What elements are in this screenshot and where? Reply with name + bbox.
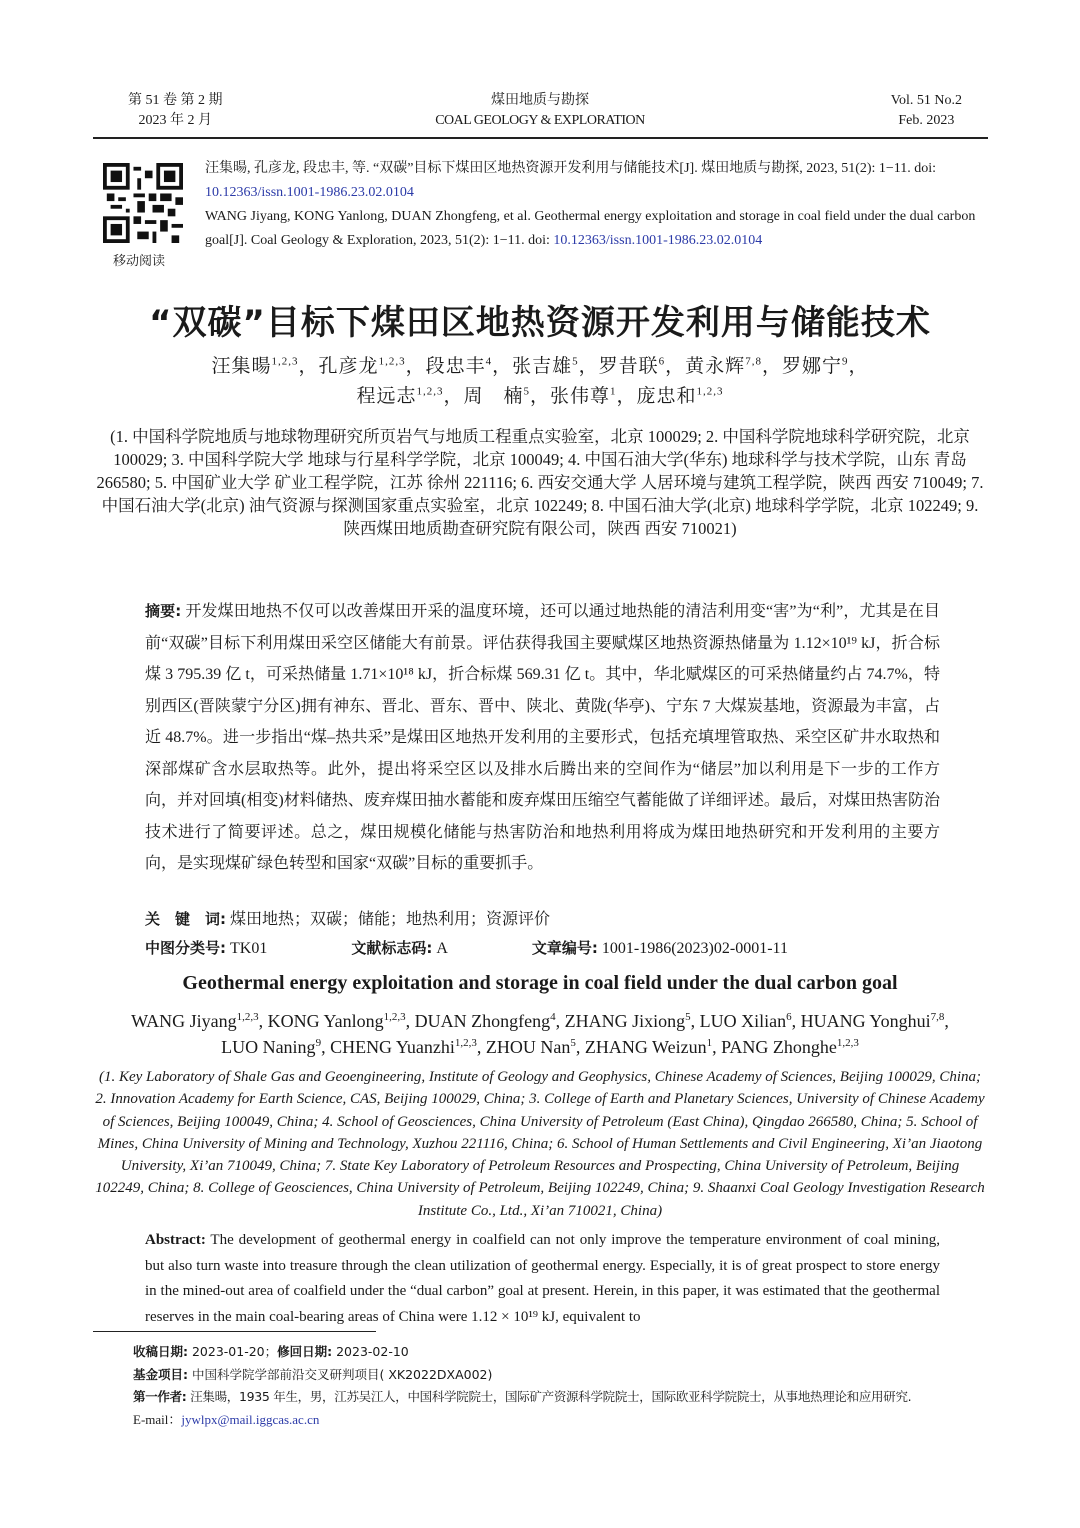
author-affiliation-sup: 5 bbox=[523, 385, 530, 398]
author-affiliation-sup: 4 bbox=[485, 355, 493, 368]
author-affiliation-sup: 5 bbox=[570, 1037, 576, 1049]
first-author-text: 汪集暘，1935 年生，男，江苏吴江人，中国科学院院士，国际矿产资源科学院院士，国际欧亚科学院院士，从事地热理论和应用研究. bbox=[186, 1389, 912, 1404]
issue-date-en: Feb. 2023 bbox=[898, 113, 955, 128]
author-affiliation-sup: 6 bbox=[658, 355, 666, 368]
citation-en: WANG Jiyang, KONG Yanlong, DUAN Zhongfeng, et al. Geothermal energy exploitation and storage in coal field under the dual carbon goal[J]. Coal Geology & Exploration, 2023, 51(2): 1−11. doi: bbox=[205, 209, 976, 248]
first-author-label: 第一作者: bbox=[133, 1389, 187, 1404]
author-affiliation-sup: 1,2,3 bbox=[383, 1011, 406, 1023]
doc-code-value: A bbox=[432, 940, 448, 957]
volume-issue-en: Vol. 51 No.2 bbox=[890, 93, 962, 108]
clc-label: 中图分类号: bbox=[145, 939, 226, 957]
fund-label: 基金项目: bbox=[133, 1366, 188, 1382]
author-affiliation-sup: 1 bbox=[706, 1037, 713, 1049]
footnote-rule bbox=[93, 1331, 376, 1332]
author-name: 罗昔联 bbox=[598, 356, 659, 377]
author-affiliation-sup: 7,8 bbox=[745, 355, 762, 368]
author-name: 张吉雄 bbox=[512, 356, 573, 377]
author-name: ZHANG Jixiong bbox=[564, 1011, 686, 1031]
author-name: LUO Naning bbox=[221, 1037, 316, 1057]
author-name: DUAN Zhongfeng bbox=[414, 1011, 551, 1031]
header-center bbox=[340, 91, 740, 131]
keywords-cn bbox=[145, 906, 550, 929]
authors-en: WANG Jiyang$^{1,2,3}$, KONG Yanlong$^{1,2,3}$, DUAN Zhongfeng$^4$, ZHANG Jixiong$^5$, LUO Xilian$^6$, HUANG Yonghui$^{7,8}$, LUO Naning$^9$, CHENG Yuanzhi$^{1,2,3}$, ZHOU Nan$^5$, ZHANG Weizun$^1$, PANG Zhonghe$^{1,2,3}$ bbox=[131, 1011, 949, 1057]
author-name: 黄永辉 bbox=[685, 356, 746, 377]
journal-name-cn: 煤田地质与勘探 bbox=[491, 93, 589, 108]
doc-code-label: 文献标志码: bbox=[351, 939, 433, 957]
header-right bbox=[891, 91, 962, 131]
author-affiliation-sup: 5 bbox=[685, 1011, 691, 1023]
email-line bbox=[133, 1409, 993, 1432]
author-affiliation-sup: 1 bbox=[610, 385, 617, 398]
citation-block bbox=[205, 157, 990, 253]
author-affiliation-sup: 1,2,3 bbox=[271, 355, 299, 368]
author-affiliation-sup: 6 bbox=[786, 1011, 792, 1023]
author-name: 孔彦龙 bbox=[318, 356, 379, 377]
received-date: 2023-01-20； bbox=[188, 1344, 278, 1359]
fund-line bbox=[133, 1364, 993, 1387]
abstract-en-label: Abstract: bbox=[145, 1232, 206, 1248]
author-name: WANG Jiyang bbox=[131, 1011, 237, 1031]
keywords-label: 关 键 词: bbox=[145, 910, 226, 928]
email-label: E-mail： bbox=[133, 1411, 182, 1427]
citation-cn: 汪集暘, 孔彦龙, 段忠丰, 等. “双碳”目标下煤田区地热资源开发利用与储能技术[J]. 煤田地质与勘探, 2023, 51(2): 1−11. doi: bbox=[205, 161, 937, 176]
doi-link-cn[interactable]: 10.12363/issn.1001-1986.23.02.0104 bbox=[205, 185, 414, 200]
author-name: LUO Xilian bbox=[699, 1011, 787, 1031]
received-label: 收稿日期: bbox=[133, 1344, 188, 1359]
abstract-en bbox=[145, 1228, 940, 1330]
header-left bbox=[128, 91, 223, 131]
page-title: “双碳”目标下煤田区地热资源开发利用与储能技术 bbox=[149, 303, 931, 343]
author-affiliation-sup: 4 bbox=[550, 1011, 556, 1023]
author-affiliation-sup: 1,2,3 bbox=[696, 385, 724, 398]
author-name: 庞忠和 bbox=[636, 386, 697, 407]
classification bbox=[145, 937, 868, 958]
revised-date: 2023-02-10 bbox=[332, 1344, 409, 1359]
first-author-line bbox=[133, 1386, 993, 1409]
revised-label: 修回日期: bbox=[277, 1344, 333, 1359]
fund-text: 中国科学院学部前沿交叉研判项目( XK2022DXA002) bbox=[188, 1366, 493, 1382]
author-name: CHENG Yuanzhi bbox=[330, 1037, 455, 1057]
volume-issue: 第 51 卷 第 2 期 bbox=[128, 93, 223, 108]
english-title: Geothermal energy exploitation and storage in coal field under the dual carbon goal bbox=[182, 972, 898, 994]
author-affiliation-sup: 9 bbox=[315, 1037, 322, 1049]
author-affiliation-sup: 1,2,3 bbox=[454, 1037, 477, 1049]
author-affiliation-sup: 9 bbox=[841, 355, 849, 368]
doi-link-en[interactable]: 10.12363/issn.1001-1986.23.02.0104 bbox=[553, 233, 763, 248]
qr-label: 移动阅读 bbox=[113, 253, 166, 268]
email-link[interactable]: jywlpx@mail.iggcas.ac.cn bbox=[181, 1411, 320, 1427]
author-affiliation-sup: 7,8 bbox=[930, 1011, 945, 1023]
author-name: 张伟尊 bbox=[550, 386, 611, 407]
keywords-text: 煤田地热；双碳；储能；地热利用；资源评价 bbox=[226, 911, 551, 928]
author-affiliation-sup: 5 bbox=[572, 355, 579, 368]
affiliations-en: (1. Key Laboratory of Shale Gas and Geoengineering, Institute of Geology and Geophysics, Chinese Academy of Sciences, Beijing 100029, China; 2. Innovation Academy for Earth Science, CAS, Beijing 100029, China; 3. College of Earth and Planetary Sciences, University of Chinese Academy of Sciences, Beijing 100049, China; 4. School of Geosciences, China University of Petroleum (East China), Qingdao 266580, China; 5. School of Mines, China University of Mining and Technology, Xuzhou 221116, China; 6. School of Human Settlements and Civil Engineering, Xi’an Jiaotong University, Xi’an 710049, China; 7. State Key Laboratory of Petroleum Resources and Prospecting, China University of Petroleum, Beijing 102249, China; 8. College of Geosciences, China University of Petroleum, Beijing 102249, China; 9. Shaanxi Coal Geology Investigation Research Institute Co., Ltd., Xi’an 710021, China) bbox=[95, 1069, 985, 1219]
author-name: 周 楠 bbox=[463, 386, 524, 407]
author-name: 程远志 bbox=[356, 386, 417, 407]
author-affiliation-sup: 1,2,3 bbox=[378, 355, 406, 368]
author-name: 汪集暘 bbox=[211, 356, 272, 377]
author-affiliation-sup: 1,2,3 bbox=[416, 385, 444, 398]
authors-cn: 汪集暘$^{1,2,3}$，孔彦龙$^{1,2,3}$，段忠丰$^4$，张吉雄$^5$，罗昔联$^6$，黄永辉$^{7,8}$，罗娜宁$^9$， 程远志$^{1,2,3}$，周 楠$^5$，张伟尊$^1$，庞忠和$^{1,2,3}$ bbox=[211, 355, 869, 407]
footnotes bbox=[133, 1341, 993, 1431]
article-no-value: 1001-1986(2023)02-0001-11 bbox=[597, 940, 788, 957]
author-name: ZHANG Weizun bbox=[584, 1037, 707, 1057]
abstract-en-text: The development of geothermal energy in coalfield can not only improve the temperature environment of coal mining, but also turn waste into treasure through the clean utilization of geothermal energy. Especially, it is of great prospect to store energy in the mined-out area of coalfield under the “dual carbon” goal at present. Herein, in this paper, it was estimated that the geothermal reserves in the main coal-bearing areas of China were 1.12 × 10¹⁹ kJ, equivalent to bbox=[145, 1232, 940, 1325]
header-rule bbox=[93, 137, 988, 139]
author-name: 罗娜宁 bbox=[781, 356, 842, 377]
affiliations-cn: (1. 中国科学院地质与地球物理研究所页岩气与地质工程重点实验室，北京 100029; 2. 中国科学院地球科学研究院，北京 100029; 3. 中国科学院大学 地球与行星科学学院，北京 100049; 4. 中国石油大学(华东) 地球科学与技术学院，山东 青岛 266580; 5. 中国矿业大学 矿业工程学院，江苏 徐州 221116; 6. 西安交通大学 人居环境与建筑工程学院，陕西 西安 710049; 7. 中国石油大学(北京) 油气资源与探测国家重点实验室，北京 102249; 8. 中国石油大学(北京) 地球科学学院，北京 102249; 9. 陕西煤田地质勘查研究院有限公司，陕西 西安 710021) bbox=[96, 427, 984, 538]
abstract-cn-text: 开发煤田地热不仅可以改善煤田开采的温度环境，还可以通过地热能的清洁利用变“害”为“利”，尤其是在目前“双碳”目标下利用煤田采空区储能大有前景。评估获得我国主要赋煤区地热资源热储量为 1.12×10¹⁹ kJ，折合标煤 3 795.39 亿 t，可采热储量 1.71×10¹⁸ kJ，折合标煤 569.31 亿 t。其中，华北赋煤区的可采热储量约占 74.7%，特别西区(晋陕蒙宁分区)拥有神东、晋北、晋东、晋中、陕北、黄陇(华亭)、宁东 7 大煤炭基地，资源最为丰富，占近 48.7%。进一步指出“煤–热共采”是煤田区地热开发利用的主要形式，包括充填埋管取热、采空区矿井水取热和深部煤矿含水层取热等。此外，提出将采空区以及排水后腾出来的空间作为“储层”加以利用是下一步的工作方向，并对回填(相变)材料储热、废弃煤田抽水蓄能和废弃煤田压缩空气蓄能做了详细评述。最后，对煤田热害防治技术进行了简要评述。总之，煤田规模化储能与热害防治和地热利用将成为煤田地热研究和开发利用的主要方向，是实现煤矿绿色转型和国家“双碳”目标的重要抓手。 bbox=[145, 603, 940, 872]
author-name: KONG Yanlong bbox=[267, 1011, 384, 1031]
author-affiliation-sup: 1,2,3 bbox=[236, 1011, 259, 1023]
issue-date: 2023 年 2 月 bbox=[138, 113, 212, 128]
author-name: ZHOU Nan bbox=[485, 1037, 571, 1057]
author-affiliation-sup: 1,2,3 bbox=[836, 1037, 859, 1049]
qr-code-icon[interactable] bbox=[103, 163, 183, 243]
author-name: PANG Zhonghe bbox=[721, 1037, 837, 1057]
abstract-cn-label: 摘要: bbox=[145, 602, 182, 620]
author-name: 段忠丰 bbox=[425, 356, 486, 377]
dates-line bbox=[133, 1341, 993, 1364]
article-no-label: 文章编号: bbox=[531, 939, 598, 957]
journal-name-en: COAL GEOLOGY & EXPLORATION bbox=[435, 113, 645, 128]
clc-value: TK01 bbox=[226, 940, 268, 957]
abstract-cn bbox=[145, 596, 940, 880]
author-name: HUANG Yonghui bbox=[800, 1011, 931, 1031]
